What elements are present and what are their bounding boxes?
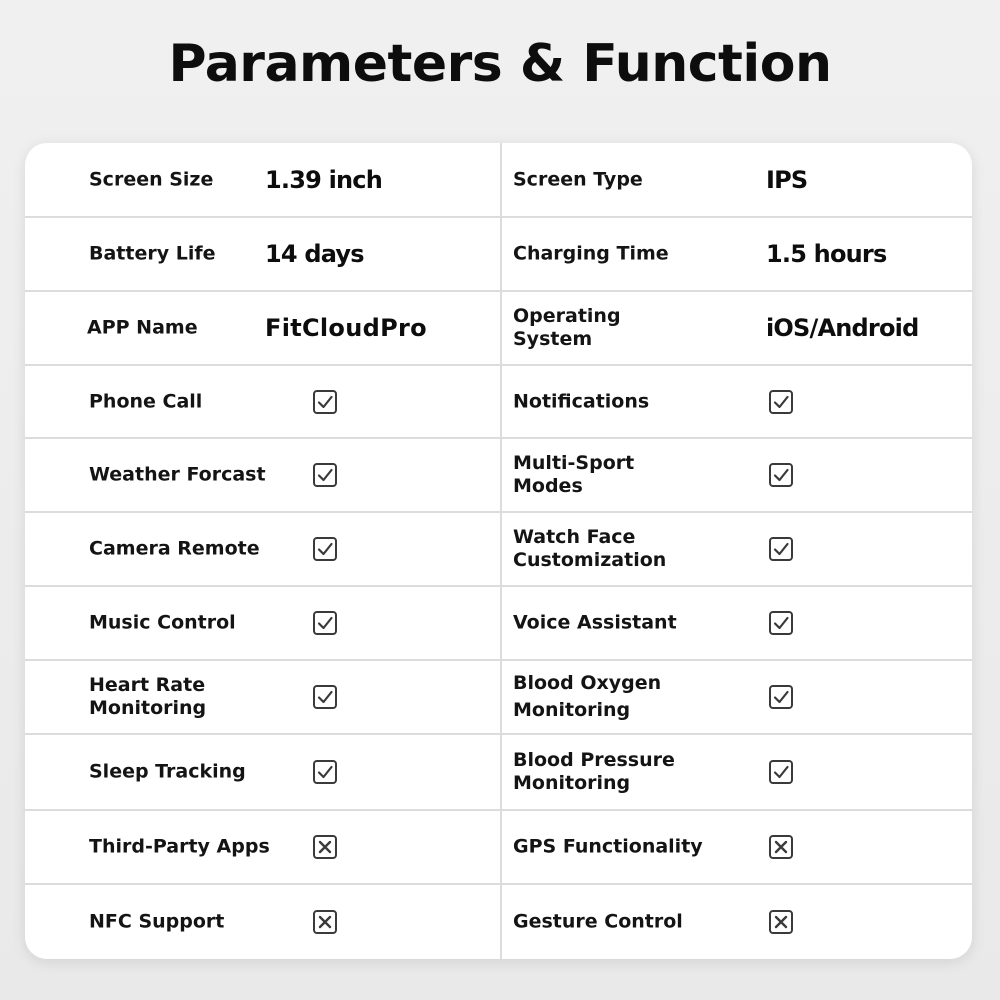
table-row [25,292,972,366]
checkbox-checked-icon [312,610,338,636]
table-row [25,735,972,811]
feature-label: Heart Rate Monitoring [89,674,207,719]
spec-label: Screen Type [513,168,643,190]
checkbox-checked-icon [768,389,794,415]
feature-label: Blood Pressure Monitoring [513,749,675,794]
spec-value: 1.5 hours [766,240,887,268]
feature-label: Watch Face Customization [513,526,667,571]
feature-label: Notifications [513,390,650,412]
checkbox-checked-icon [312,389,338,415]
spec-value: IPS [766,165,808,194]
checkbox-checked-icon [312,536,338,562]
feature-label: Third-Party Apps [89,835,270,858]
feature-label: NFC Support [89,910,225,933]
checkbox-checked-icon [312,462,338,488]
spec-label: APP Name [87,316,198,339]
feature-label: Weather Forcast [89,463,266,486]
spec-value: 14 days [265,240,364,268]
checkbox-checked-icon [768,759,794,785]
checkbox-checked-icon [312,759,338,785]
spec-table [25,143,972,959]
checkbox-checked-icon [768,462,794,488]
feature-label: Sleep Tracking [89,760,246,783]
table-row [25,366,972,439]
table-row [25,218,972,292]
table-row [25,439,972,513]
checkbox-checked-icon [768,610,794,636]
feature-label: GPS Functionality [513,835,703,858]
spec-value: 1.39 inch [265,165,382,194]
spec-label: Charging Time [513,242,669,265]
table-row [25,661,972,735]
feature-label: Voice Assistant [513,611,677,634]
spec-value: FitCloudPro [265,314,427,342]
checkbox-crossed-icon [768,909,794,935]
checkbox-crossed-icon [312,834,338,860]
feature-label: Gesture Control [513,910,683,933]
feature-label: Camera Remote [89,537,260,560]
feature-label: Music Control [89,611,236,634]
table-row [25,885,972,959]
feature-label: Blood Oxygen Monitoring [513,672,662,721]
table-row [25,513,972,587]
table-row [25,143,972,218]
checkbox-checked-icon [768,536,794,562]
spec-label: Screen Size [89,168,214,190]
checkbox-checked-icon [768,684,794,710]
page-title: Parameters & Function [168,34,832,94]
checkbox-checked-icon [312,684,338,710]
feature-label: Phone Call [89,390,203,412]
table-row [25,587,972,661]
spec-label: Battery Life [89,242,216,265]
spec-value: iOS/Android [766,314,919,342]
checkbox-crossed-icon [768,834,794,860]
checkbox-crossed-icon [312,909,338,935]
spec-label: Operating System [513,305,621,350]
feature-label: Multi-Sport Modes [513,452,635,497]
table-row [25,811,972,885]
